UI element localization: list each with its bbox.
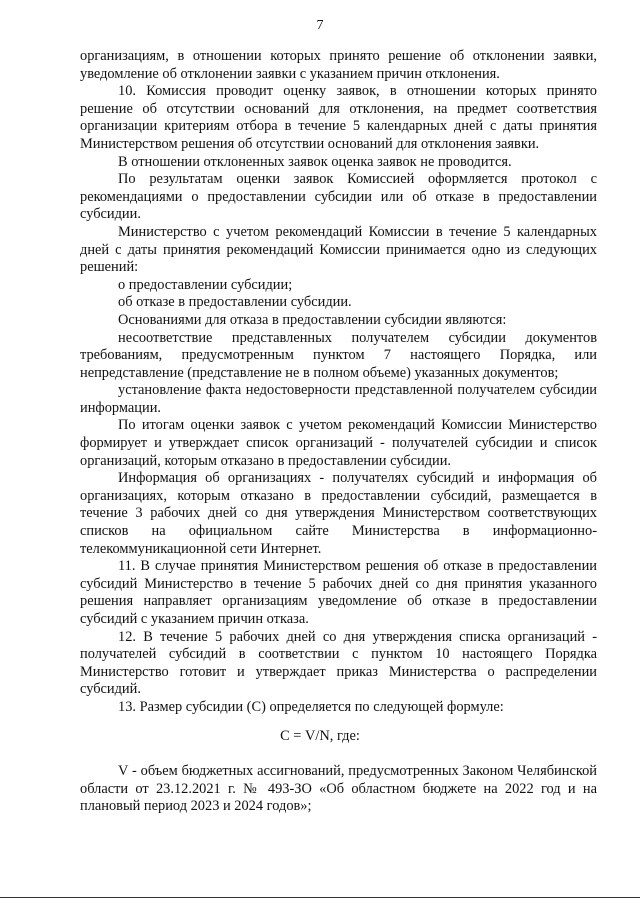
paragraph: Информация об организациях - получателях субсидий и информация об организациях, которым отказано в предоставлении субсидий, размещается в течение 3 рабочих дней со дня утверждения Министерством соответствующих списков на официальном сайте Министерства в информационно-телекоммуникационной сети Интернет. [80, 470, 597, 557]
definition-block [80, 763, 597, 816]
page-number: 7 [316, 18, 324, 33]
definition-paragraph: V - объем бюджетных ассигнований, предусмотренных Законом Челябинской области от 23.12.2021 г. № 493-ЗО «Об областном бюджете на 2022 год и на плановый период 2023 и 2024 годов»; [80, 763, 597, 815]
paragraph: об отказе в предоставлении субсидии. [118, 294, 352, 311]
paragraph: 13. Размер субсидии (С) определяется по следующей формуле: [118, 698, 504, 715]
paragraph: установление факта недостоверности представленной получателем субсидии информации. [80, 382, 597, 416]
paragraph: 11. В случае принятия Министерством решения об отказе в предоставлении субсидий Министерство в течение 5 рабочих дней со дня принятия указанного решения направляет организациям уведомление об отказе в предоставлении субсидий с указанием причин отказа. [80, 558, 597, 627]
paragraph: 12. В течение 5 рабочих дней со дня утверждения списка организаций - получателей субсидий в соответствии с пунктом 10 настоящего Порядка Министерство готовит и утверждает приказ Министерства о распределении субсидий. [80, 628, 597, 698]
paragraph: Министерство с учетом рекомендаций Комиссии в течение 5 календарных дней с даты принятия рекомендаций Комиссии принимается одно из следующих решений: [80, 223, 597, 276]
paragraph: По результатам оценки заявок Комиссией оформляется протокол с рекомендациями о предоставлении субсидии или об отказе в предоставлении субсидии. [80, 171, 597, 223]
paragraph: В отношении отклоненных заявок оценка заявок не проводится. [118, 153, 512, 170]
bottom-divider [0, 897, 640, 898]
paragraph: Основаниями для отказа в предоставлении субсидии являются: [118, 311, 507, 328]
paragraph: По итогам оценки заявок с учетом рекомендаций Комиссии Министерство формирует и утверждает список организаций - получателей субсидии и список организаций, которым отказано в предоставлении субсидии. [80, 417, 597, 469]
formula: С = V/N, где: [280, 728, 360, 744]
paragraph: организациям, в отношении которых принято решение об отклонении заявки, уведомление об отклонении заявки с указанием причин отклонения. [80, 48, 597, 82]
paragraph: 10. Комиссия проводит оценку заявок, в отношении которых принято решение об отсутствии оснований для отклонения, на предмет соответствия организации критериям отбора в течение 5 календарных дней с даты принятия Министерством решения об отсутствии оснований для отклонения заявки. [80, 83, 597, 152]
paragraph: о предоставлении субсидии; [118, 276, 293, 293]
paragraph: несоответствие представленных получателем субсидии документов требованиям, предусмотренным пунктом 7 настоящего Порядка, или непредставление (представление не в полном объеме) указанных документов; [80, 329, 597, 381]
body-text [80, 48, 597, 717]
